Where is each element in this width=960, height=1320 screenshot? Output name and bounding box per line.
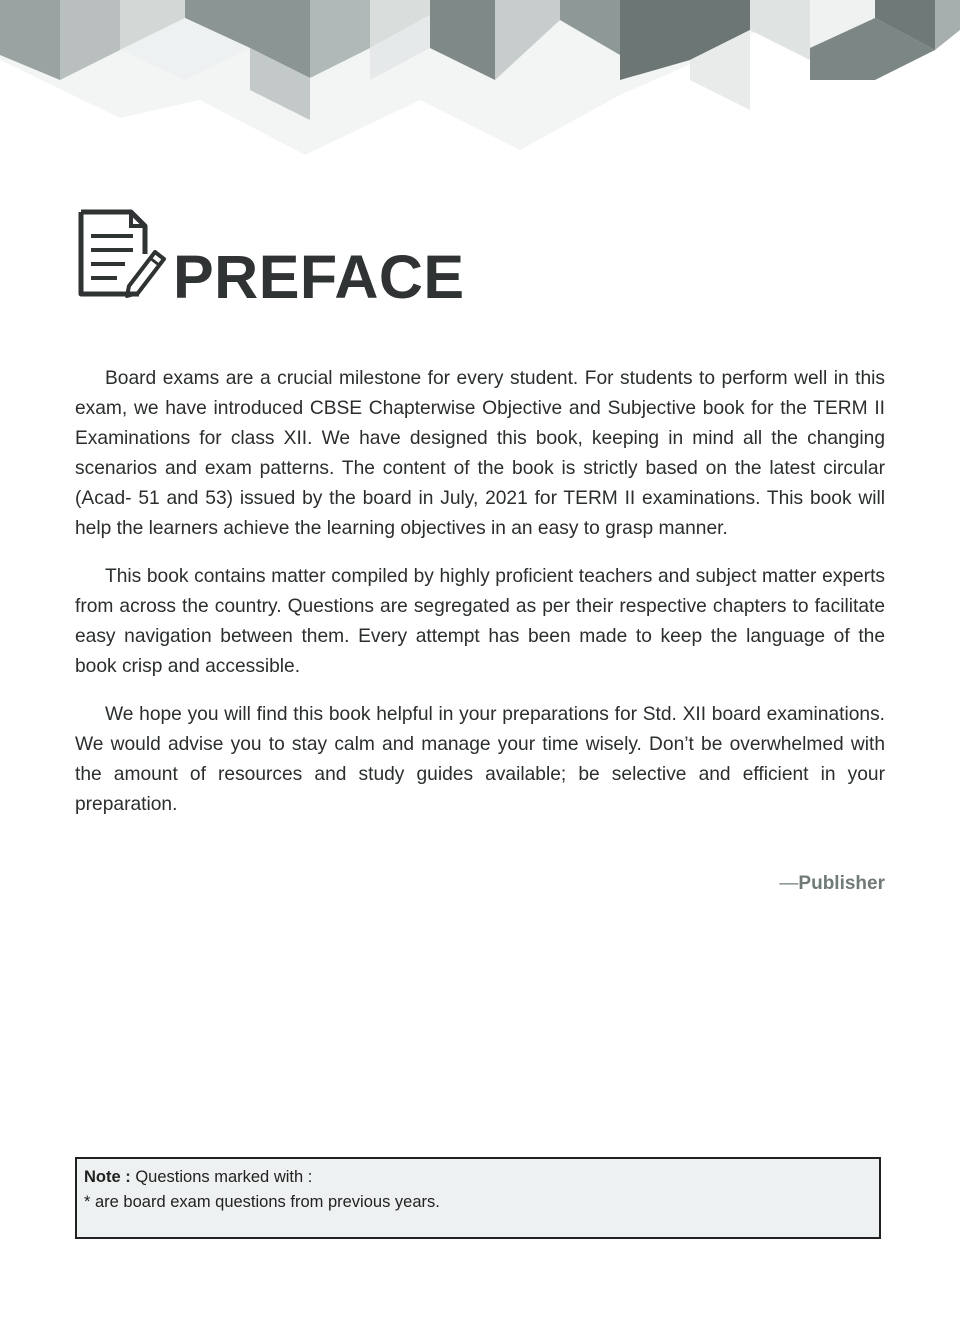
signature-dash: — [779, 873, 799, 894]
signature-name: Publisher [798, 873, 885, 894]
paragraph: We hope you will find this book helpful in your preparations for Std. XII board examinations. We would advise you to stay calm and manage your time wisely. Don’t be overwhelmed with the amount of resources and study guides available; be selective and efficient in your preparation. [75, 704, 885, 815]
signature [779, 870, 885, 898]
preface-body [75, 364, 885, 838]
page-title: PREFACE [173, 243, 465, 311]
note-line [84, 1165, 872, 1190]
header-pattern [0, 0, 960, 160]
note-detail: * are board exam questions from previous years. [84, 1193, 440, 1211]
document-edit-icon [75, 208, 167, 300]
paragraph: This book contains matter compiled by highly proficient teachers and subject matter experts from across the country. Questions are segregated as per their respective chapters to facilitate easy navigation between them. Every attempt has been made to keep the language of the book crisp and accessible. [75, 566, 885, 677]
note-text: Questions marked with : [135, 1168, 313, 1186]
note-box [75, 1157, 881, 1239]
note-label: Note : [84, 1168, 131, 1186]
paragraph: Board exams are a crucial milestone for every student. For students to perform well in this exam, we have introduced CBSE Chapterwise Objective and Subjective book for the TERM II Examinations for class XII. We have designed this book, keeping in mind all the changing scenarios and exam patterns. The content of the book is strictly based on the latest circular (Acad- 51 and 53) issued by the board in July, 2021 for TERM II examinations. This book will help the learners achieve the learning objectives in an easy to grasp manner. [75, 368, 885, 539]
